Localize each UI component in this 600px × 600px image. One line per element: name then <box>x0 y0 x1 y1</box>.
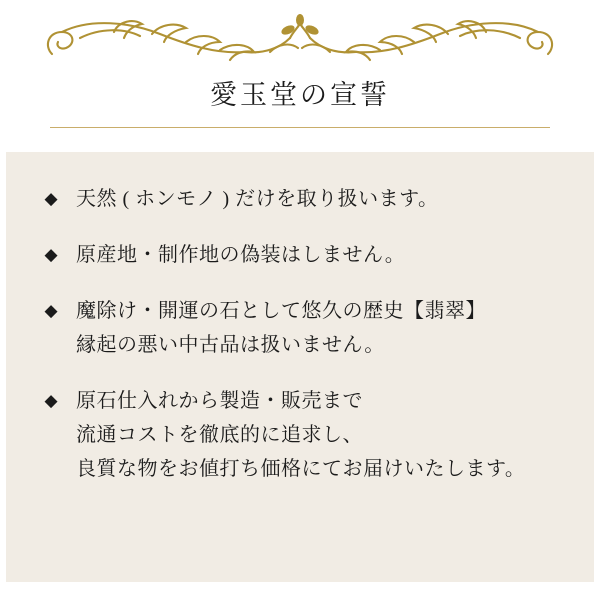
pledge-line: 流通コストを徹底的に追求し、 <box>76 424 363 446</box>
flourish-ornament <box>20 8 580 78</box>
diamond-bullet-icon: ◆ <box>44 189 58 208</box>
pledge-panel <box>6 152 594 582</box>
pledge-text <box>76 238 560 272</box>
list-item <box>40 294 560 362</box>
pledge-text <box>76 384 560 486</box>
list-item <box>40 384 560 486</box>
diamond-bullet-icon: ◆ <box>44 245 58 264</box>
pledge-list <box>40 182 560 486</box>
pledge-line: 天然 ( ホンモノ ) だけを取り扱います。 <box>76 188 439 210</box>
pledge-text <box>76 182 560 216</box>
diamond-bullet-icon: ◆ <box>44 301 58 320</box>
list-item <box>40 238 560 272</box>
pledge-line: 原石仕入れから製造・販売まで <box>76 390 363 412</box>
title-divider <box>50 127 550 128</box>
pledge-text <box>76 294 560 362</box>
pledge-line: 縁起の悪い中古品は扱いません。 <box>76 334 385 356</box>
title-block <box>0 78 600 128</box>
page-title: 愛玉堂の宣誓 <box>210 80 390 110</box>
pledge-line: 良質な物をお値打ち価格にてお届けいたします。 <box>76 458 526 480</box>
list-item <box>40 182 560 216</box>
pledge-line: 魔除け・開運の石として悠久の歴史【翡翠】 <box>76 300 486 322</box>
diamond-bullet-icon: ◆ <box>44 391 58 410</box>
pledge-line: 原産地・制作地の偽装はしません。 <box>76 244 406 266</box>
